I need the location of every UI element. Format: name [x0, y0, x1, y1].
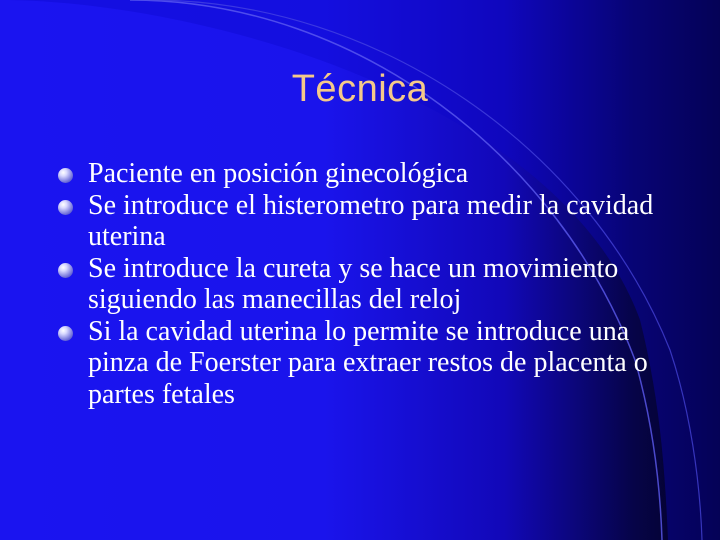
bullet-text: Paciente en posición ginecológica [88, 158, 469, 189]
bullet-item [58, 190, 678, 253]
bullet-item [58, 253, 678, 316]
bullet-list [58, 158, 678, 410]
bullet-text: Se introduce la cureta y se hace un movimiento siguiendo las manecillas del reloj [88, 252, 619, 315]
slide-title: Técnica [291, 68, 429, 110]
bullet-text: Si la cavidad uterina lo permite se introduce una pinza de Foerster para extraer restos de placenta o partes fetales [88, 315, 648, 410]
bullet-text: Se introduce el histerometro para medir la cavidad uterina [88, 189, 654, 252]
bullet-item [58, 158, 678, 190]
bullet-dot-icon [58, 263, 73, 278]
bullet-item [58, 316, 678, 411]
bullet-dot-icon [58, 200, 73, 215]
bullet-dot-icon [58, 168, 73, 183]
bullet-dot-icon [58, 326, 73, 341]
